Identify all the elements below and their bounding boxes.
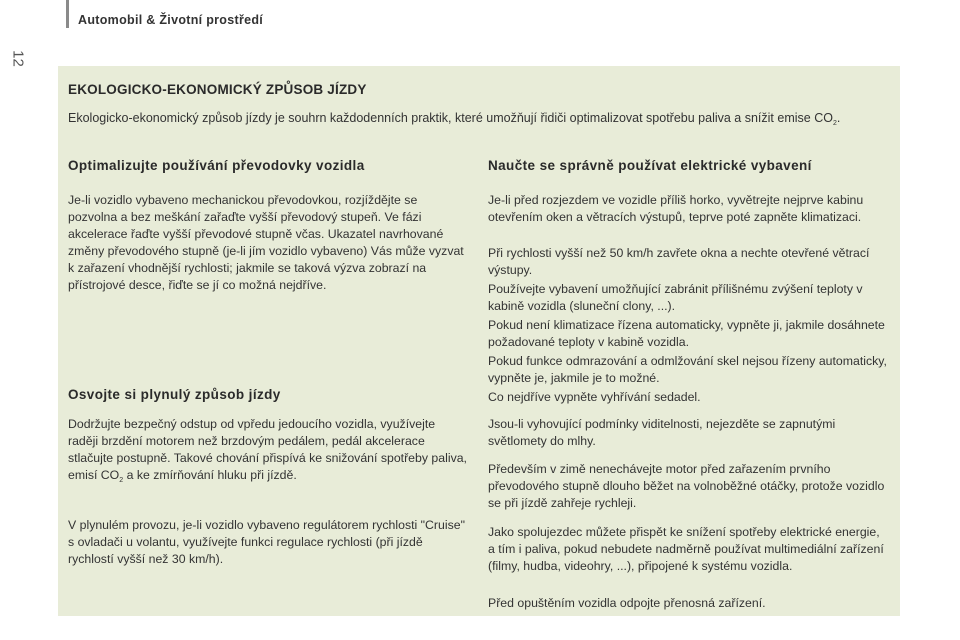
cruise-paragraph: V plynulém provozu, je-li vozidlo vybaveno regulátorem rychlosti "Cruise" s ovladači u volantu, využívejte funkci regulace rychlosti (při jízdě rychlostí vyšší než 30 km/h). [68,518,465,566]
page-number: 12 [9,50,27,67]
electric-paragraph-7: Jsou-li vyhovující podmínky viditelnosti, nejezděte se zapnutými světlomety do mlhy. [488,417,836,448]
electric-paragraph-6: Co nejdříve vypněte vyhřívání sedadel. [488,390,701,404]
smooth-driving-paragraph [68,416,468,489]
smooth-text-end: a ke zmírňování hluku při jízdě. [123,468,297,482]
smooth-subscript: 2 [119,477,124,484]
page-header-title: Automobil & Životní prostředí [78,13,264,27]
electric-paragraph-10: Před opuštěním vozidla odpojte přenosná zařízení. [488,596,766,610]
electric-heading: Naučte se správně používat elektrické vybavení [488,158,812,173]
smooth-driving-heading: Osvojte si plynulý způsob jízdy [68,387,281,402]
section-intro [68,110,888,132]
intro-end: . [836,111,841,125]
section-title: EKOLOGICKO-EKONOMICKÝ ZPŮSOB JÍZDY [68,82,367,97]
header-bar [66,0,69,28]
electric-paragraph-8: Především v zimě nenechávejte motor před zařazením prvního převodového stupně dlouho běžet na volnoběžné otáčky, protože vozidlo se při jízdě zahřeje rychleji. [488,462,885,510]
gear-heading: Optimalizujte používání převodovky vozidla [68,158,365,173]
intro-text: Ekologicko-ekonomický způsob jízdy je souhrn každodenních praktik, které umožňují řidiči optimalizovat spotřebu paliva a snížit emise CO [68,111,833,125]
electric-paragraph-9: Jako spolujezdec můžete přispět ke snížení spotřeby elektrické energie, a tím i paliva, pokud nebudete nadměrně používat multimediální zařízení (filmy, hudba, videohry, ...), připojené k systému vozidla. [488,525,884,573]
electric-paragraph-3: Používejte vybavení umožňující zabránit přílišnému zvýšení teploty v kabině vozidla (sluneční clony, ...). [488,282,863,313]
electric-paragraph-1: Je-li před rozjezdem ve vozidle příliš horko, vyvětrejte nejprve kabinu otevřením oken a větracích výstupů, teprve poté zapněte klimatizaci. [488,193,864,224]
electric-paragraph-4: Pokud není klimatizace řízena automaticky, vypněte ji, jakmile dosáhnete požadované teploty v kabině vozidla. [488,318,885,349]
gear-paragraph: Je-li vozidlo vybaveno mechanickou převodovkou, rozjíždějte se pozvolna a bez meškání zařaďte vyšší převodový stupeň. Ve fázi akcelerace řaďte vyšší převodové stupně včas. Ukazatel navrhované změny převodového stupně (je-li jím vozidlo vybaveno) Vás může vyzvat k zařazení vhodnější rychlosti; jakmile se taková výzva zobrazí na přístrojové desce, řiďte se jí co možná nejdříve. [68,193,464,292]
smooth-text: Dodržujte bezpečný odstup od vpředu jedoucího vozidla, využívejte raději brzdění motorem než brzdovým pedálem, pedál akcelerace stlačujte postupně. Takové chování přispívá ke snižování spotřeby paliva, emisí CO [68,417,467,482]
intro-subscript: 2 [832,120,837,127]
electric-paragraph-2: Při rychlosti vyšší než 50 km/h zavřete okna a nechte otevřené větrací výstupy. [488,246,870,277]
electric-paragraph-5: Pokud funkce odmrazování a odmlžování skel nejsou řízeny automaticky, vypněte je, jakmile je to možné. [488,354,887,385]
